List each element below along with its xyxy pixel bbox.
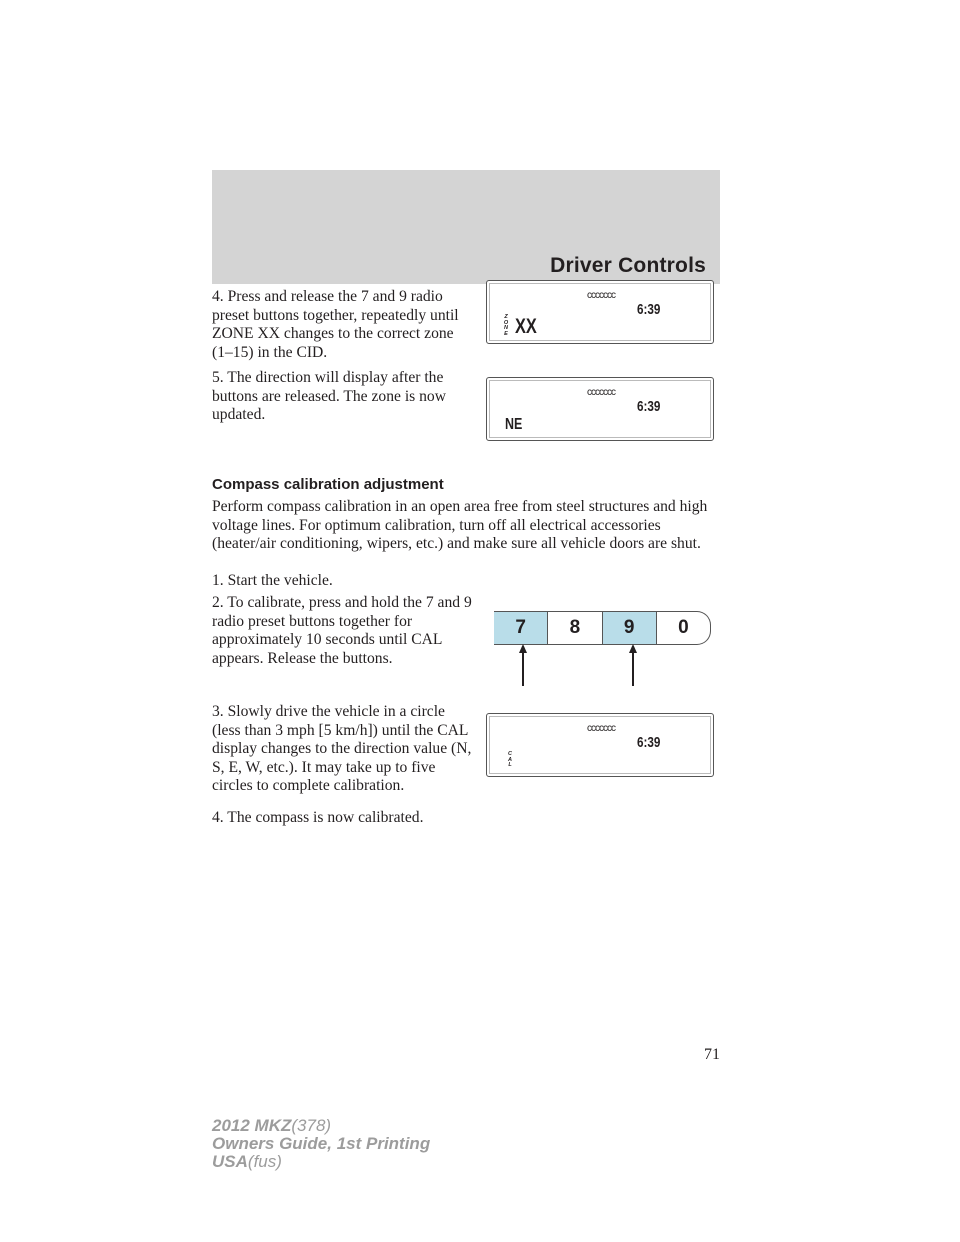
footer-model: 2012 MKZ: [212, 1116, 292, 1135]
display-clock: 6:39: [637, 398, 661, 415]
arrow-up-icon: [519, 644, 527, 686]
section-header-band: [212, 170, 720, 284]
section-title: Driver Controls: [550, 254, 706, 277]
calibration-step-3: 3. Slowly drive the vehicle in a circle (less than 3 mph [5 km/h]) until the CAL display changes to the direction value (N, S, E, W, etc.). It may take up to five circles to complete calibration.: [212, 703, 472, 795]
calibration-step-2: 2. To calibrate, press and hold the 7 and 9 radio preset buttons together for approximately 10 seconds until CAL appears. Release the buttons.: [212, 594, 472, 667]
calibration-step-1: 1. Start the vehicle.: [212, 572, 333, 589]
calibration-heading: Compass calibration adjustment: [212, 476, 444, 493]
cal-vertical-label: C A L: [508, 751, 512, 768]
display-clock: 6:39: [637, 734, 661, 751]
step-zone-5: 5. The direction will display after the buttons are released. The zone is now updated.: [212, 369, 446, 424]
preset-button-7: 7: [494, 612, 547, 644]
display-clock: 6:39: [637, 301, 661, 318]
zone-vertical-label: Z O N E: [503, 314, 509, 337]
preset-button-9: 9: [602, 612, 656, 644]
footer-market: USA: [212, 1152, 248, 1171]
zone-value: XX: [515, 315, 537, 338]
preset-button-0: 0: [656, 612, 710, 644]
cid-display-direction: [486, 377, 714, 441]
cid-display-cal: [486, 713, 714, 777]
step-zone-4: 4. Press and release the 7 and 9 radio preset buttons together, repeatedly until ZONE XX changes to the correct zone (1–15) in the CID.: [212, 288, 459, 361]
footer-market-code: (fus): [247, 1152, 282, 1171]
calibration-step-4: 4. The compass is now calibrated.: [212, 809, 424, 826]
footer-code: (378): [291, 1116, 332, 1135]
display-segments: ccccccc: [587, 290, 615, 301]
display-segments: ccccccc: [587, 723, 615, 734]
print-footer: [212, 1117, 430, 1171]
footer-edition: Owners Guide, 1st Printing: [212, 1134, 431, 1153]
display-segments: ccccccc: [587, 387, 615, 398]
preset-button-8: 8: [547, 612, 601, 644]
radio-preset-buttons: [494, 611, 711, 645]
page-number: 71: [704, 1046, 720, 1063]
calibration-intro: Perform compass calibration in an open area free from steel structures and high voltage lines. For optimum calibration, turn off all electrical accessories (heater/air conditioning, wipers, etc.) and make sure all vehicle doors are shut.: [212, 498, 708, 553]
direction-value: NE: [505, 416, 523, 433]
cid-display-zone: [486, 280, 714, 344]
arrow-up-icon: [629, 644, 637, 686]
